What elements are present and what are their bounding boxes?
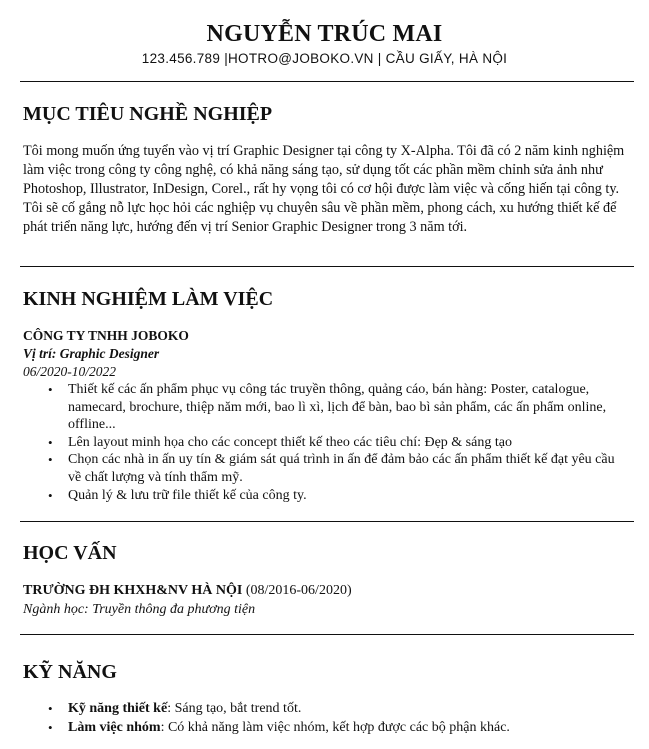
resume-header xyxy=(0,20,649,68)
objective-text: Tôi mong muốn ứng tuyển vào vị trí Graphic Designer tại công ty X-Alpha. Tôi đã có 2 năm kinh nghiệm làm việc trong công ty công nghệ, có khả năng sáng tạo, sử dụng tốt các phần mềm chỉnh sửa ảnh như Photoshop, Illustrator, InDesign, Corel., rất hy vọng tôi có cơ hội được làm việc và cống hiến tại công ty. Tôi sẽ cố gắng nỗ lực học hỏi các nghiệp vụ chuyên sâu về phần mềm, phong cách, xu hướng thiết kế để phát triển năng lực, hướng đến vị trí Senior Graphic Designer trong 3 năm tới. xyxy=(23,143,625,235)
job-dates: 06/2020-10/2022 xyxy=(23,364,116,379)
section-title-experience: KINH NGHIỆM LÀM VIỆC xyxy=(23,288,274,310)
education-dates: (08/2016-06/2020) xyxy=(242,583,352,598)
education-entry xyxy=(23,581,623,619)
section-title-education: HỌC VẤN xyxy=(23,542,117,564)
section-title-skills: KỸ NĂNG xyxy=(23,661,117,683)
divider xyxy=(20,521,634,522)
contact-line: 123.456.789 |HOTRO@JOBOKO.VN | CẦU GIẤY, HÀ NỘI xyxy=(141,51,508,66)
job-role: Vị trí: Graphic Designer xyxy=(23,346,160,361)
candidate-name: NGUYỄN TRÚC MAI xyxy=(206,21,443,47)
experience-entry xyxy=(23,327,623,504)
education-major: Ngành học: Truyền thông đa phương tiện xyxy=(23,602,256,617)
divider xyxy=(20,81,634,82)
school-name: TRƯỜNG ĐH KHXH&NV HÀ NỘI xyxy=(23,583,243,598)
skill-text: : Có khả năng làm việc nhóm, kết hợp được các bộ phận khác. xyxy=(160,720,510,735)
skill-label: Kỹ năng thiết kế xyxy=(68,701,168,716)
divider xyxy=(20,266,634,267)
list-item: • Chọn các nhà in ấn uy tín & giám sát quá trình in ấn để đảm bảo các ấn phẩm thiết kế đạt yêu cầu về chất lượng và tính thẩm mỹ. xyxy=(68,451,628,486)
section-title-objective: MỤC TIÊU NGHỀ NGHIỆP xyxy=(23,103,273,125)
list-item: • Quản lý & lưu trữ file thiết kế của công ty. xyxy=(68,487,628,505)
skill-item xyxy=(68,718,628,737)
divider xyxy=(20,634,634,635)
list-item: • Lên layout minh họa cho các concept thiết kế theo các tiêu chí: Đẹp & sáng tạo xyxy=(68,434,628,452)
skills-bullets xyxy=(23,699,623,737)
skills-list-wrap xyxy=(23,699,623,737)
skill-label: Làm việc nhóm xyxy=(68,720,161,735)
company-name: CÔNG TY TNHH JOBOKO xyxy=(23,328,189,343)
skill-text: : Sáng tạo, bắt trend tốt. xyxy=(167,701,302,716)
skill-item xyxy=(68,699,628,718)
list-item: • Thiết kế các ấn phẩm phục vụ công tác truyền thông, quảng cáo, bán hàng: Poster, catalogue, namecard, brochure, thiệp năm mới, bao lì xì, lịch để bàn, bao bì sản phẩm, các ấn phẩm online, offline... xyxy=(68,381,628,434)
experience-bullets xyxy=(23,381,623,504)
